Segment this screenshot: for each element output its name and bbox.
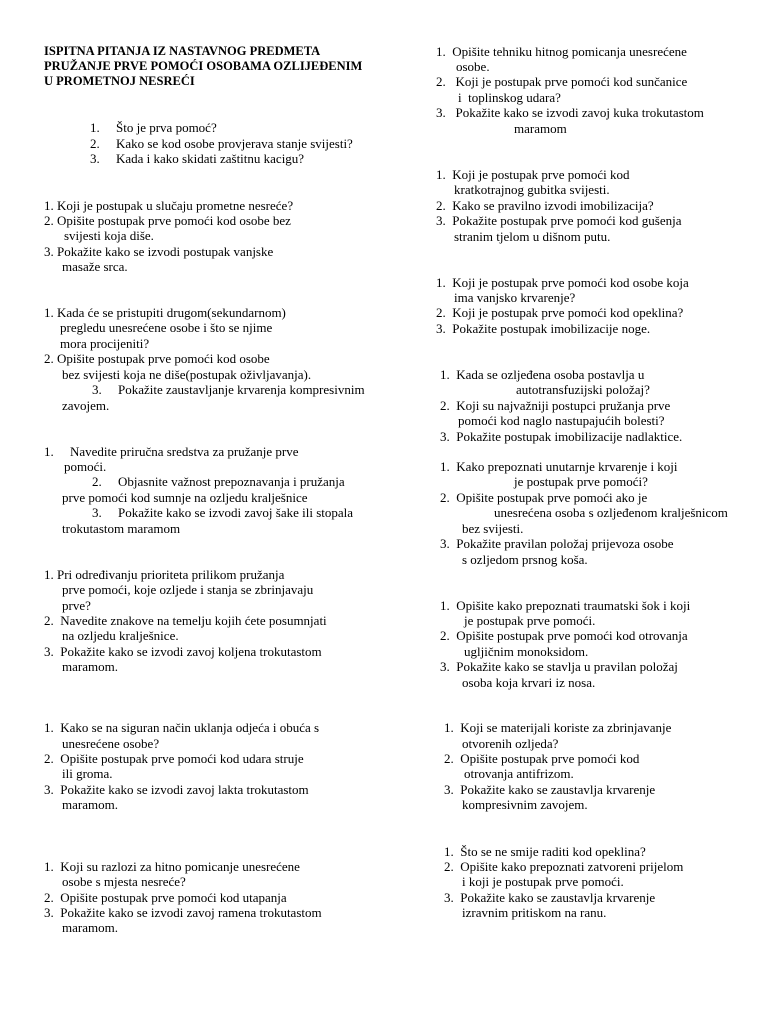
question-line: bez svijesti. <box>462 521 524 536</box>
question-line: kompresivnim zavojem. <box>462 797 588 812</box>
question-line: 3. Pokažite kako se izvodi zavoj ramena trokutastom <box>44 905 322 920</box>
question-line: 3. Pokažite kako se zaustavlja krvarenje <box>444 890 656 905</box>
question-line: masaže srca. <box>62 259 128 274</box>
question-line: je postupak prve pomoći? <box>514 474 648 489</box>
question-line: 2. Opišite postupak prve pomoći kod otrovanja <box>440 628 688 643</box>
question-line: 2. Kako se kod osobe provjerava stanje svijesti? <box>90 136 353 151</box>
question-line: 2. Opišite kako prepoznati zatvoreni prijelom <box>444 859 684 874</box>
question-line: osobe s mjesta nesreće? <box>62 874 186 889</box>
question-line: otrovanja antifrizom. <box>464 766 574 781</box>
question-line: 3. Pokažite pravilan položaj prijevoza osobe <box>440 536 674 551</box>
question-line: 2. Navedite znakove na temelju kojih ćete posumnjati <box>44 613 327 628</box>
question-line: pomoći. <box>64 459 107 474</box>
question-line: maramom. <box>62 920 118 935</box>
question-line: 2. Opišite postupak prve pomoći kod utapanja <box>44 890 287 905</box>
question-line: 3. Pokažite kako se izvodi postupak vanjske <box>44 244 274 259</box>
question-line: unesrećena osoba s ozljeđenom kralješnicom <box>494 505 728 520</box>
question-line: 1. Opišite tehniku hitnog pomicanja unesrećene <box>436 44 687 59</box>
question-line: pregledu unesrećene osobe i što se njime <box>60 320 273 335</box>
question-line: 2. Kako se pravilno izvodi imobilizacija? <box>436 198 654 213</box>
question-line: stranim tjelom u dišnom putu. <box>454 229 611 244</box>
question-line: trokutastom maramom <box>62 521 181 536</box>
question-line: osobe. <box>456 59 490 74</box>
question-line: maramom. <box>62 797 118 812</box>
question-line: 1. Kada se ozljeđena osoba postavlja u <box>440 367 645 382</box>
question-line: 3. Kada i kako skidati zaštitnu kacigu? <box>90 151 305 166</box>
question-line: ima vanjsko krvarenje? <box>454 290 576 305</box>
question-line: 3. Pokažite postupak imobilizacije noge. <box>436 321 651 336</box>
question-line: 3. Pokažite kako se izvodi zavoj lakta trokutastom <box>44 782 309 797</box>
question-line: svijesti koja diše. <box>64 228 154 243</box>
question-line: 2. Opišite postupak prve pomoći ako je <box>440 490 648 505</box>
title-line: U PROMETNOJ NESREĆI <box>44 74 195 88</box>
question-line: ili groma. <box>62 766 113 781</box>
question-line: 1. Koji su razlozi za hitno pomicanje unesrećene <box>44 859 300 874</box>
question-line: prve pomoći kod sumnje na ozljedu kralješnice <box>62 490 308 505</box>
question-line: otvorenih ozljeda? <box>462 736 559 751</box>
question-line: 1. Koji je postupak prve pomoći kod <box>436 167 630 182</box>
question-line: 1. Pri određivanju prioriteta prilikom pružanja <box>44 567 285 582</box>
question-line: 1. Kako se na siguran način uklanja odjeća i obuća s <box>44 720 320 735</box>
question-line: 1. Kada će se pristupiti drugom(sekundarnom) <box>44 305 286 320</box>
question-line: 2. Objasnite važnost prepoznavanja i pružanja <box>92 474 345 489</box>
question-line: je postupak prve pomoći. <box>464 613 596 628</box>
question-line: 1. Što se ne smije raditi kod opeklina? <box>444 844 646 859</box>
question-line: zavojem. <box>62 398 110 413</box>
question-line: 3. Pokažite kako se izvodi zavoj šake ili stopala <box>92 505 354 520</box>
question-line: 1. Što je prva pomoć? <box>90 120 217 135</box>
question-line: pomoći kod naglo nastupajućih bolesti? <box>458 413 665 428</box>
title-line: ISPITNA PITANJA IZ NASTAVNOG PREDMETA <box>44 44 321 58</box>
question-line: 3. Pokažite kako se zaustavlja krvarenje <box>444 782 656 797</box>
question-line: maramom <box>514 121 567 136</box>
question-line: izravnim pritiskom na ranu. <box>462 905 607 920</box>
title-line: PRUŽANJE PRVE POMOĆI OSOBAMA OZLIJEĐENIM <box>44 59 363 73</box>
question-line: 3. Pokažite kako se izvodi zavoj kuka trokutastom <box>436 105 704 120</box>
question-line: i koji je postupak prve pomoći. <box>462 874 624 889</box>
question-line: 1. Navedite priručna sredstva za pružanje prve <box>44 444 299 459</box>
question-line: autotransfuzijski položaj? <box>516 382 650 397</box>
question-line: na ozljedu kralješnice. <box>62 628 179 643</box>
question-line: osoba koja krvari iz nosa. <box>462 675 596 690</box>
question-line: 1. Koji je postupak prve pomoći kod osobe koja <box>436 275 689 290</box>
question-line: maramom. <box>62 659 118 674</box>
question-line: 1. Kako prepoznati unutarnje krvarenje i koji <box>440 459 678 474</box>
question-line: 1. Koji se materijali koriste za zbrinjavanje <box>444 720 672 735</box>
question-line: 2. Opišite postupak prve pomoći kod <box>444 751 640 766</box>
question-line: prve? <box>62 598 91 613</box>
question-line: 2. Koji su najvažniji postupci pružanja prve <box>440 398 671 413</box>
question-line: 2. Opišite postupak prve pomoći kod osobe bez <box>44 213 291 228</box>
question-line: s ozljedom prsnog koša. <box>462 552 588 567</box>
question-line: 3. Pokažite zaustavljanje krvarenja kompresivnim <box>92 382 365 397</box>
question-line: 1. Opišite kako prepoznati traumatski šok i koji <box>440 598 691 613</box>
question-line: 1. Koji je postupak u slučaju prometne nesreće? <box>44 198 294 213</box>
question-line: ugljičnim monoksidom. <box>464 644 589 659</box>
question-line: 3. Pokažite postupak prve pomoći kod gušenja <box>436 213 682 228</box>
question-line: mora procijeniti? <box>60 336 150 351</box>
question-line: unesrećene osobe? <box>62 736 160 751</box>
question-line: bez svijesti koja ne diše(postupak oživljavanja). <box>62 367 312 382</box>
question-line: 2. Koji je postupak prve pomoći kod sunčanice <box>436 74 688 89</box>
question-line: 2. Opišite postupak prve pomoći kod udara struje <box>44 751 304 766</box>
question-line: prve pomoći, koje ozljede i stanja se zbrinjavaju <box>62 582 314 597</box>
question-line: kratkotrajnog gubitka svijesti. <box>454 182 610 197</box>
question-line: 3. Pokažite kako se izvodi zavoj koljena trokutastom <box>44 644 322 659</box>
question-line: i toplinskog udara? <box>458 90 561 105</box>
question-line: 2. Koji je postupak prve pomoći kod opeklina? <box>436 305 684 320</box>
question-line: 3. Pokažite kako se stavlja u pravilan položaj <box>440 659 678 674</box>
question-line: 3. Pokažite postupak imobilizacije nadlaktice. <box>440 429 683 444</box>
question-line: 2. Opišite postupak prve pomoći kod osobe <box>44 351 270 366</box>
